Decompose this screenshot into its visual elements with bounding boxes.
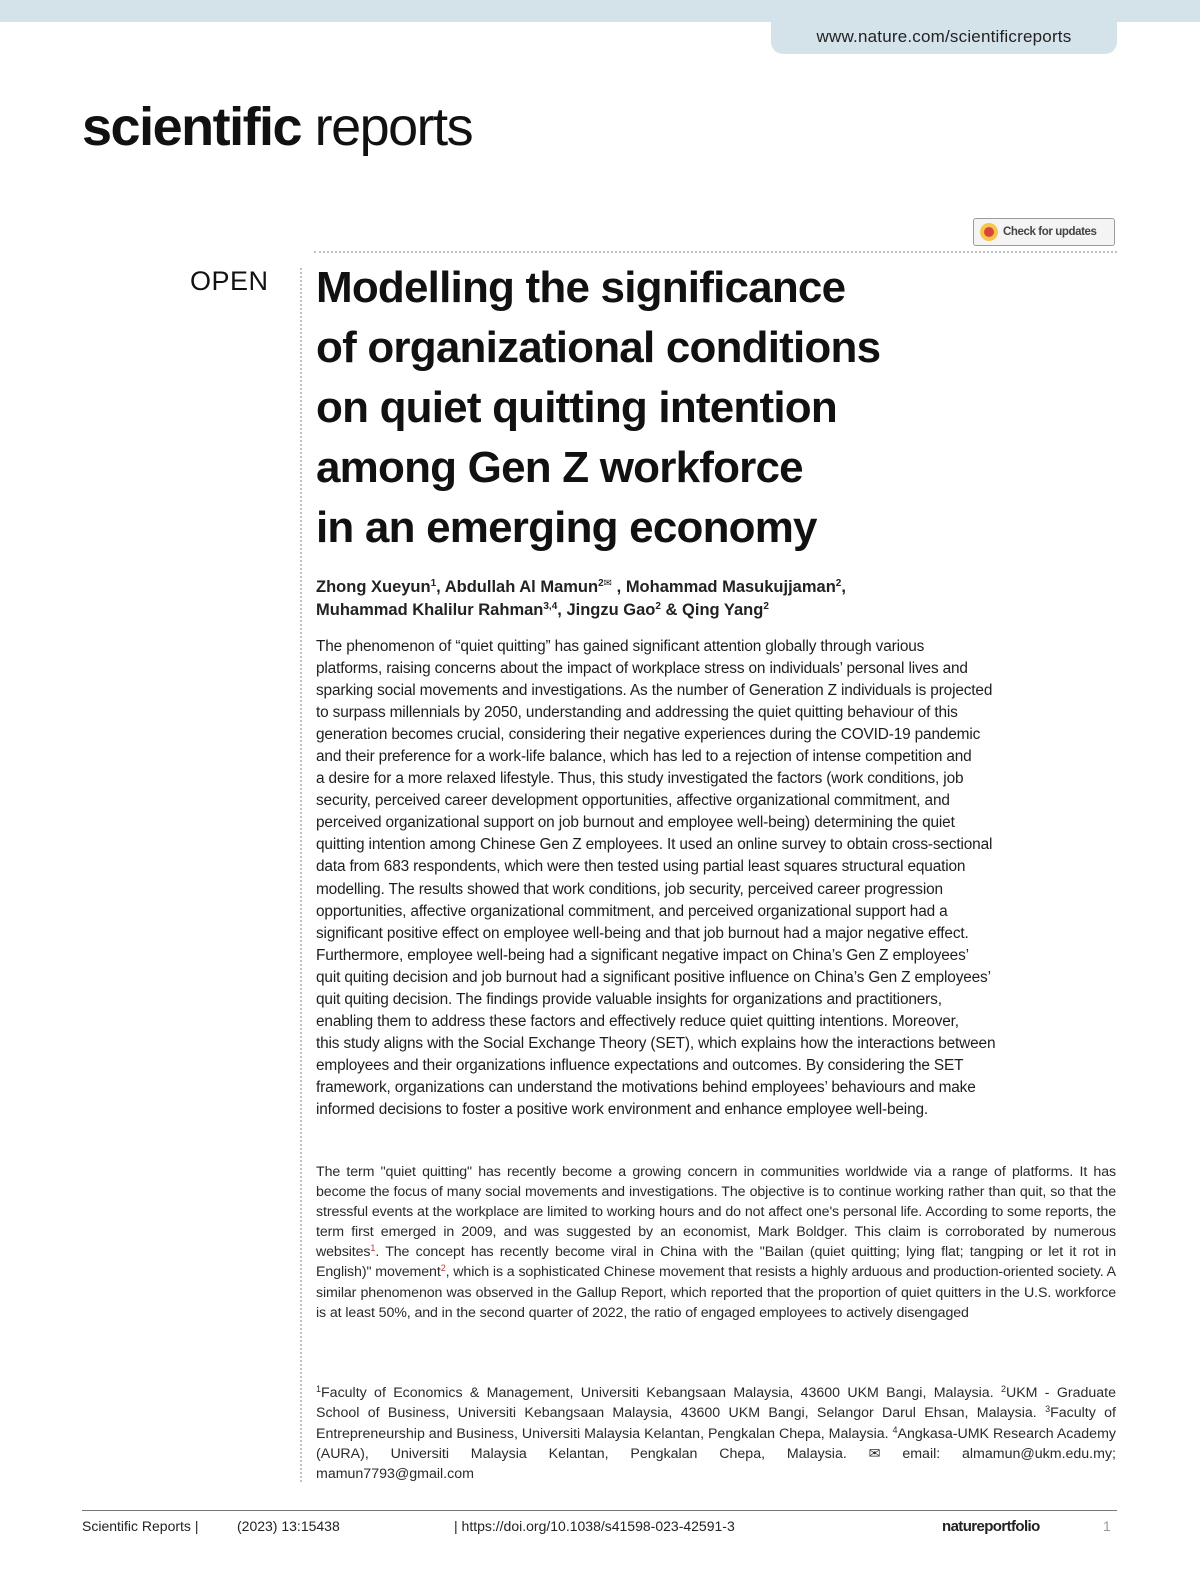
crossmark-icon [980, 223, 998, 241]
footer-journal-name: Scientific Reports | [82, 1518, 199, 1534]
abstract-line: Furthermore, employee well-being had a significant negative impact on China’s Gen Z employees’ [316, 946, 969, 964]
abstract-line: quitting intention among Chinese Gen Z employees. It used an online survey to obtain cross-sectional [316, 836, 993, 854]
body-text: , which is a sophisticated Chinese movement that resists a highly arduous and production-oriented society. A similar phenomenon was observed in the Gallup Report, which reported that the proportion of quiet quitters in the U.S. workforce is at least 50%, and in the second quarter of 2022, the ratio of engaged employees to actively disengaged [316, 1264, 1116, 1321]
abstract-line: security, perceived career development opportunities, affective organizational commitment, and [316, 792, 950, 810]
author-affiliation-ref: 2✉ [598, 578, 613, 589]
abstract-line: The phenomenon of “quiet quitting” has gained significant attention globally through various [316, 638, 925, 655]
abstract-line: data from 683 respondents, which were then tested using partial least squares structural equation [316, 858, 966, 876]
affiliation-text: Faculty of Economics & Management, Universiti Kebangsaan Malaysia, 43600 UKM Bangi, Malaysia. [321, 1385, 1001, 1401]
brand-regular-text: reports [301, 97, 473, 157]
abstract-line: quit quiting decision and job burnout had a significant positive influence on China’s Gen Z employees’ [316, 968, 991, 986]
body-text: The term "quiet quitting" has recently become a growing concern in communities worldwide via a range of platforms. It has become the focus of many social movements and investigations. The objective is to continue working rather than quit, so that the stressful events at the workplace are limited to working hours and do not affect one's personal life. According to some reports, the term first emerged in 2009, and was suggested by an economist, Mark Boldger. This claim is corroborated by numerous websites [316, 1164, 1116, 1261]
affiliations [316, 1383, 1116, 1484]
abstract-line: significant positive effect on employee well-being and that job burnout had a major negative effect. [316, 924, 969, 942]
title-line: on quiet quitting intention [316, 383, 837, 432]
correspondence-email[interactable]: email: almamun@ukm.edu.my; mamun7793@gmail.com [316, 1445, 1116, 1483]
affiliation-number: 2 [1000, 1384, 1006, 1394]
abstract-line: framework, organizations can understand the motivations behind employees’ behaviours and make [316, 1078, 976, 1096]
abstract-line: perceived organizational support on job burnout and employee well-being) determining the quiet [316, 814, 955, 832]
title-line: in an emerging economy [316, 503, 817, 552]
author-affiliation-ref: 2 [763, 601, 769, 612]
footer-doi-link[interactable]: | https://doi.org/10.1038/s41598-023-42591-3 [454, 1518, 735, 1534]
author-line [316, 599, 1116, 622]
author-affiliation-ref: 2 [835, 578, 842, 589]
affiliation-text: Angkasa-UMK Research Academy (AURA), Universiti Malaysia Kelantan, Pengkalan Chepa, Malaysia. [316, 1425, 1116, 1462]
side-divider [300, 268, 302, 1482]
footer-divider [82, 1510, 1117, 1511]
abstract-line: employees and their organizations influence expectations and outcomes. By considering the SET [316, 1056, 964, 1074]
abstract-line: enabling them to address these factors and effectively reduce quiet quitting intentions. Moreover, [316, 1012, 959, 1030]
citation-link[interactable]: 2 [440, 1263, 446, 1274]
abstract-line: a desire for a more relaxed lifestyle. Thus, this study investigated the factors (work conditions, job [316, 770, 964, 788]
abstract-line: opportunities, affective organizational commitment, and perceived organizational support had a [316, 902, 948, 920]
abstract-line: platforms, raising concerns about the impact of workplace stress on individuals’ personal lives and [316, 660, 968, 678]
author-affiliation-ref: 1 [430, 578, 437, 589]
abstract-line: this study aligns with the Social Exchange Theory (SET), which explains how the interactions between [316, 1034, 996, 1052]
author-separator: , [841, 578, 846, 596]
author-name[interactable]: Mohammad Masukujjaman [625, 578, 836, 596]
check-for-updates-label: Check for updates [1003, 226, 1097, 238]
affiliation-number: 3 [1045, 1404, 1051, 1415]
abstract-line: quit quiting decision. The findings provide valuable insights for organizations and practitioners, [316, 990, 942, 1008]
author-name[interactable]: Abdullah Al Mamun [444, 578, 599, 596]
citation-link[interactable]: 1 [370, 1243, 376, 1254]
abstract-line: sparking social movements and investigations. As the number of Generation Z individuals is projected [316, 682, 993, 700]
abstract [316, 636, 1116, 1121]
author-line [316, 576, 1116, 599]
affiliation-number: 4 [892, 1424, 898, 1435]
intro-paragraph [316, 1162, 1116, 1323]
journal-brand-logo [82, 97, 473, 157]
abstract-line: and their preference for a work-life balance, which has led to a rejection of intense competition and [316, 748, 972, 766]
open-access-label: OPEN [190, 266, 269, 296]
nature-portfolio-logo: natureportfolio [942, 1518, 1040, 1535]
title-line: Modelling the significance [316, 263, 846, 312]
author-list [316, 576, 1116, 622]
affiliation-number: 1 [316, 1384, 322, 1394]
affiliation-text: Faculty of Entrepreneurship and Business, Universiti Malaysia Kelantan, Pengkalan Chepa, Malaysia. [316, 1405, 1116, 1442]
check-for-updates-button[interactable] [973, 218, 1115, 246]
affiliation-text: UKM - Graduate School of Business, Universiti Kebangsaan Malaysia, 43600 UKM Bangi, Selangor Darul Ehsan, Malaysia. [316, 1385, 1116, 1422]
page-number: 1 [1103, 1518, 1111, 1534]
author-name[interactable]: Jingzu Gao [566, 601, 656, 619]
title-line: of organizational conditions [316, 323, 881, 372]
title-line: among Gen Z workforce [316, 443, 803, 492]
abstract-line: modelling. The results showed that work conditions, job security, perceived career progression [316, 880, 943, 898]
header-divider [314, 251, 1117, 253]
abstract-line: to surpass millennials by 2050, understanding and addressing the quiet quitting behaviour of this [316, 704, 958, 722]
abstract-line: informed decisions to foster a positive work environment and enhance employee well-being. [316, 1100, 929, 1118]
abstract-line: generation becomes crucial, considering their negative experiences during the COVID-19 pandemic [316, 726, 981, 744]
author-separator: , [436, 578, 445, 596]
author-separator: & [660, 601, 683, 619]
footer-volume: (2023) 13:15438 [237, 1518, 340, 1534]
article-title [316, 258, 1036, 558]
author-name[interactable]: Qing Yang [682, 601, 764, 619]
body-text: . The concept has recently become viral in China with the "Bailan (quiet quitting; lying flat; tangping or let it rot in English)" movement [316, 1244, 1116, 1281]
author-name[interactable]: Muhammad Khalilur Rahman [316, 601, 544, 619]
author-name[interactable]: Zhong Xueyun [316, 578, 431, 596]
author-affiliation-ref: 3,4 [543, 601, 558, 612]
top-bar [0, 0, 1200, 22]
author-affiliation-ref: 2 [655, 601, 661, 612]
brand-bold-text: scientific [82, 97, 302, 157]
author-separator: , [612, 578, 626, 596]
author-separator: , [557, 601, 567, 619]
journal-url-link[interactable]: www.nature.com/scientificreports [771, 22, 1117, 54]
email-icon: ✉ [868, 1445, 881, 1462]
